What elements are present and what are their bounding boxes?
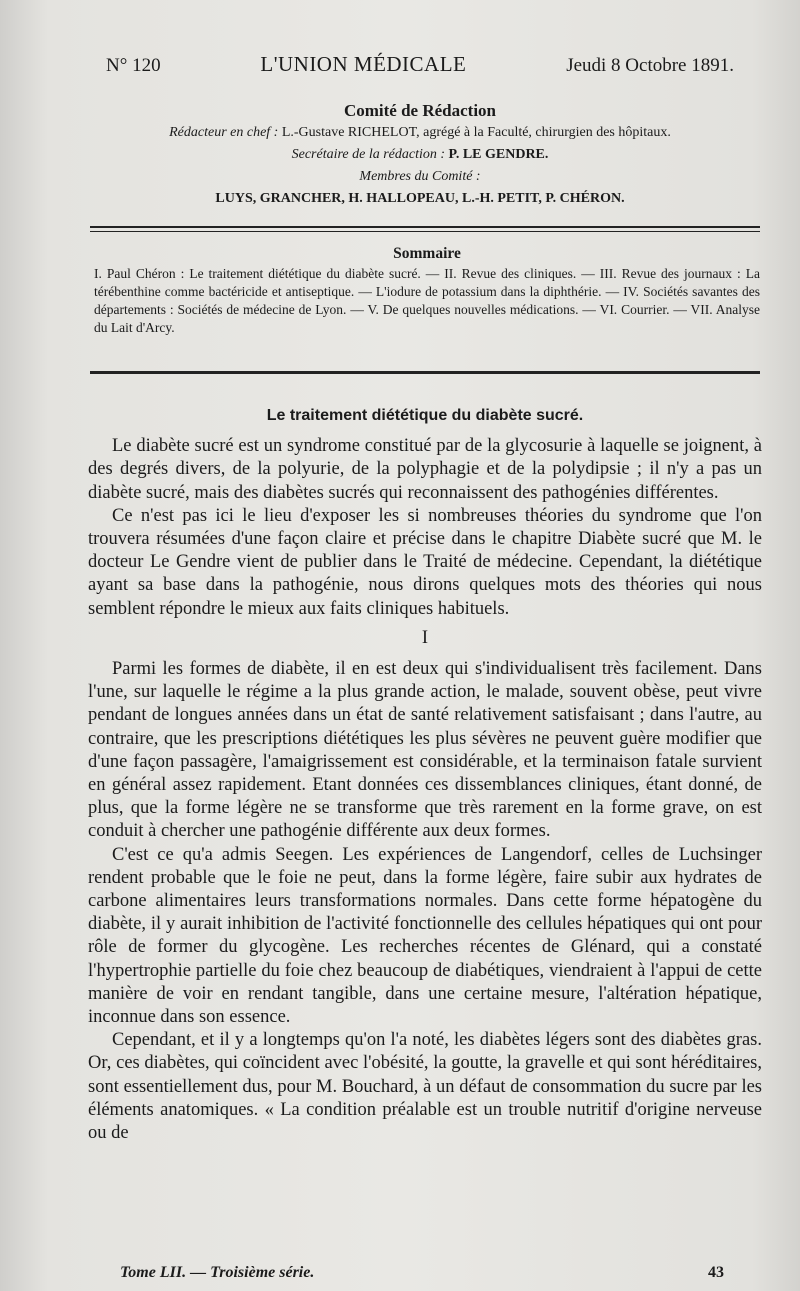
editor-label: Rédacteur en chef :: [169, 125, 279, 140]
secretary-name: P. LE GENDRE.: [448, 147, 549, 162]
committee-title: Comité de Rédaction: [343, 101, 497, 120]
issue-number: N° 120: [106, 55, 161, 76]
secretary-line: [80, 144, 760, 166]
paragraph-1: Le diabète sucré est un syndrome constitué par de la glycosurie à laquelle se joignent, à des degrés divers, de la polyurie, de la polyphagie et de la polydipsie ; il n'y a pas un diabète sucré, mais des diabètes sucrés qui reconnaissent des pathogénies différentes.: [88, 436, 762, 503]
section-rule: [90, 371, 760, 374]
members-label-line: [80, 166, 760, 188]
secretary-label: Secrétaire de la rédaction :: [291, 147, 446, 162]
page-header: [106, 52, 734, 77]
issue-date: Jeudi 8 Octobre 1891.: [566, 55, 734, 76]
editor-line: [80, 122, 760, 144]
paragraph-3: Parmi les formes de diabète, il en est deux qui s'individualisent très facilement. Dans l'une, sur laquelle le régime a la plus grande action, le malade, souvent obèse, peut vivre pendant de longues années dans un état de santé relativement satisfaisant ; dans l'autre, au contraire, que les prescriptions diététiques les plus sévères ne peuvent guère modifier que d'une façon passagère, l'amaigrissement est considérable, et la terminaison fatale survient en général assez rapidement. Etant données ces dissemblances cliniques, étant donné, de plus, que la forme légère ne se transforme que très rarement en la forme grave, on est conduit à chercher une pathogénie différente aux deux formes.: [88, 659, 762, 842]
table-of-contents: [94, 245, 760, 337]
members-names: LUYS, GRANCHER, H. HALLOPEAU, L.-H. PETIT, P. CHÉRON.: [215, 191, 625, 206]
toc-items: I. Paul Chéron : Le traitement diététique du diabète sucré. — II. Revue des cliniques. — III. Revue des journaux : La térébenthine comme bactéricide et antiseptique. — L'iodure de potassium dans la diphthérie. — IV. Sociétés savantes des départements : Sociétés de médecine de Lyon. — V. De quelques nouvelles médications. — VI. Courrier. — VII. Analyse du Lait d'Arcy.: [94, 266, 760, 335]
editor-name: L.-Gustave RICHELOT, agrégé à la Faculté, chirurgien des hôpitaux.: [281, 125, 671, 140]
page-number: 43: [708, 1264, 724, 1281]
article-title: Le traitement diététique du diabète sucré.: [266, 407, 584, 424]
section-numeral: I: [421, 627, 429, 648]
members-line: [80, 188, 760, 210]
paragraph-5: Cependant, et il y a longtemps qu'on l'a noté, les diabètes légers sont des diabètes gras. Or, ces diabètes, qui coïncident avec l'obésité, la goutte, la gravelle et qui sont héréditaires, sont essentiellement dus, pour M. Bouchard, à un défaut de consommation du sucre par les éléments anatomiques. « La condition préalable est un trouble nutritif d'origine nerveuse ou de: [88, 1030, 762, 1144]
journal-title: L'UNION MÉDICALE: [260, 52, 467, 76]
members-label: Membres du Comité :: [359, 169, 481, 184]
paragraph-4: C'est ce qu'a admis Seegen. Les expériences de Langendorf, celles de Luchsinger rendent probable que le foie ne peut, dans la forme légère, faire subir aux hydrates de carbone alimentaires leurs transformations normales. Dans cette forme hépatogène du diabète, il y aurait inhibition de l'activité fonctionnelle des cellules hépatiques qui ont pour rôle de former du glycogène. Les recherches récentes de Glénard, qui a constaté l'hypertrophie partielle du foie chez beaucoup de diabétiques, viendraient à l'appui de cette manière de voir en rendant tangible, dans une certaine mesure, l'altération hépatique, inconnue dans son essence.: [88, 844, 762, 1028]
toc-title: Sommaire: [393, 245, 461, 262]
paragraph-2: Ce n'est pas ici le lieu d'exposer les si nombreuses théories du syndrome que l'on trouvera résumées d'une façon claire et précise dans le chapitre Diabète sucré que M. le docteur Le Gendre vient de publier dans le Traité de médecine. Cependant, la diététique ayant sa base dans la pathogénie, nous dirons quelques mots des théories qui nous semblent répondre le mieux aux faits cliniques habituels.: [88, 505, 762, 619]
editorial-committee: [80, 100, 760, 210]
page-footer: [120, 1264, 724, 1282]
double-rule: [90, 226, 760, 232]
article-body: [88, 404, 762, 1145]
volume-info: Tome LII. — Troisième série.: [120, 1264, 315, 1281]
